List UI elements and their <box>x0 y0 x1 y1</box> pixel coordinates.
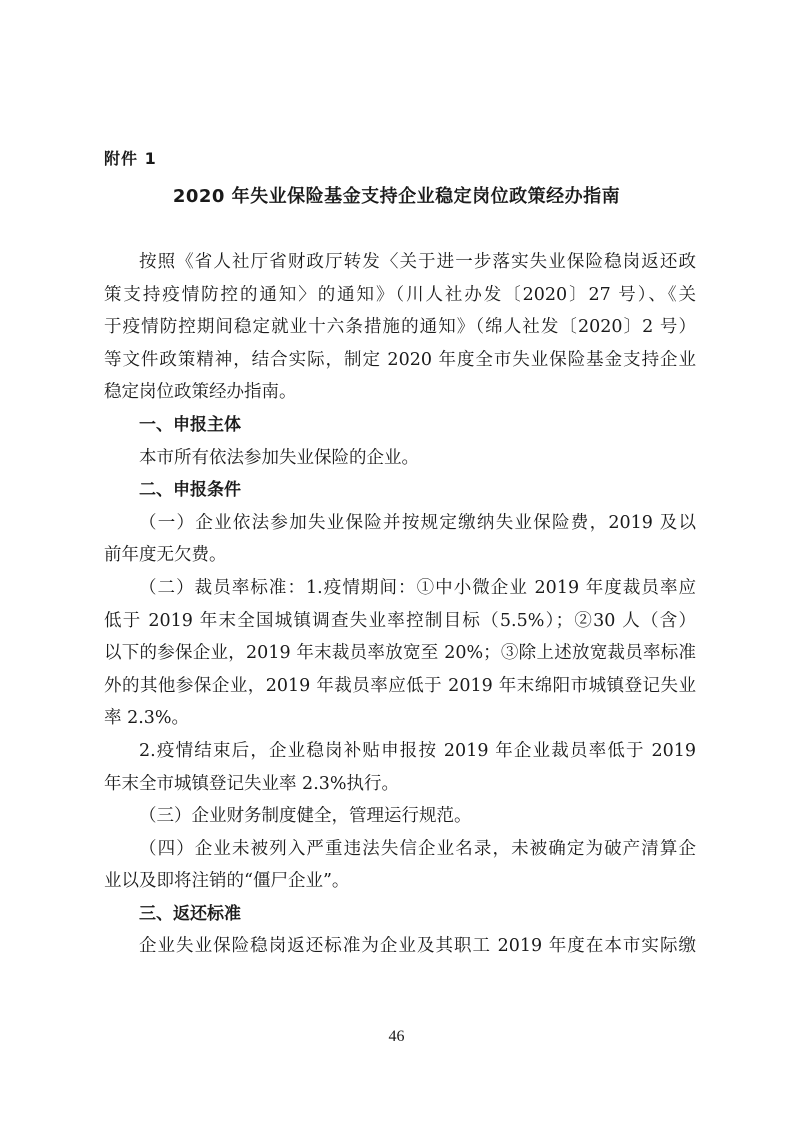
page-number: 46 <box>388 1028 405 1045</box>
section-heading-refund-standard: 三、返还标准 <box>139 903 241 924</box>
paragraph-line: 策支持疫情防控的通知〉的通知》（川人社办发〔2020〕27 号）、《关 <box>104 284 696 305</box>
document-body <box>104 246 696 963</box>
paragraph-line: 等文件政策精神，结合实际，制定 2020 年度全市失业保险基金支持企业 <box>104 349 696 370</box>
paragraph-line: 稳定岗位政策经办指南。 <box>104 382 297 403</box>
paragraph-line: 低于 2019 年末全国城镇调查失业率控制目标（5.5%）；②30 人（含） <box>104 610 696 631</box>
paragraph-line: 业以及即将注销的“僵尸企业”。 <box>104 871 350 892</box>
paragraph-line: 2.疫情结束后，企业稳岗补贴申报按 2019 年企业裁员率低于 2019 <box>139 740 696 761</box>
paragraph-line: 外的其他参保企业，2019 年裁员率应低于 2019 年末绵阳市城镇登记失业 <box>104 675 696 696</box>
paragraph-line: （二）裁员率标准：1.疫情期间：①中小微企业 2019 年度裁员率应 <box>139 577 696 598</box>
paragraph-line: （一）企业依法参加失业保险并按规定缴纳失业保险费，2019 及以 <box>139 512 696 533</box>
paragraph-line: 企业失业保险稳岗返还标准为企业及其职工 2019 年度在本市实际缴 <box>139 936 696 957</box>
paragraph-line: 率 2.3%。 <box>104 708 190 729</box>
paragraph-line: 本市所有依法参加失业保险的企业。 <box>139 447 419 468</box>
attachment-label: 附件 1 <box>104 149 157 168</box>
paragraph-line: （四）企业未被列入严重违法失信企业名录，未被确定为破产清算企 <box>139 838 696 859</box>
section-heading-conditions: 二、申报条件 <box>139 480 241 501</box>
paragraph-line: 按照《省人社厅省财政厅转发〈关于进一步落实失业保险稳岗返还政 <box>139 252 696 272</box>
paragraph-line: 前年度无欠费。 <box>104 545 227 566</box>
paragraph-line: （三）企业财务制度健全，管理运行规范。 <box>139 806 472 827</box>
document-title: 2020 年失业保险基金支持企业稳定岗位政策经办指南 <box>172 186 621 207</box>
section-heading-applicant: 一、申报主体 <box>139 414 241 435</box>
paragraph-line: 以下的参保企业，2019 年末裁员率放宽至 20%；③除上述放宽裁员率标准 <box>104 643 696 664</box>
paragraph-line: 年末全市城镇登记失业率 2.3%执行。 <box>104 773 400 794</box>
paragraph-line: 于疫情防控期间稳定就业十六条措施的通知》（绵人社发〔2020〕2 号） <box>104 317 696 338</box>
